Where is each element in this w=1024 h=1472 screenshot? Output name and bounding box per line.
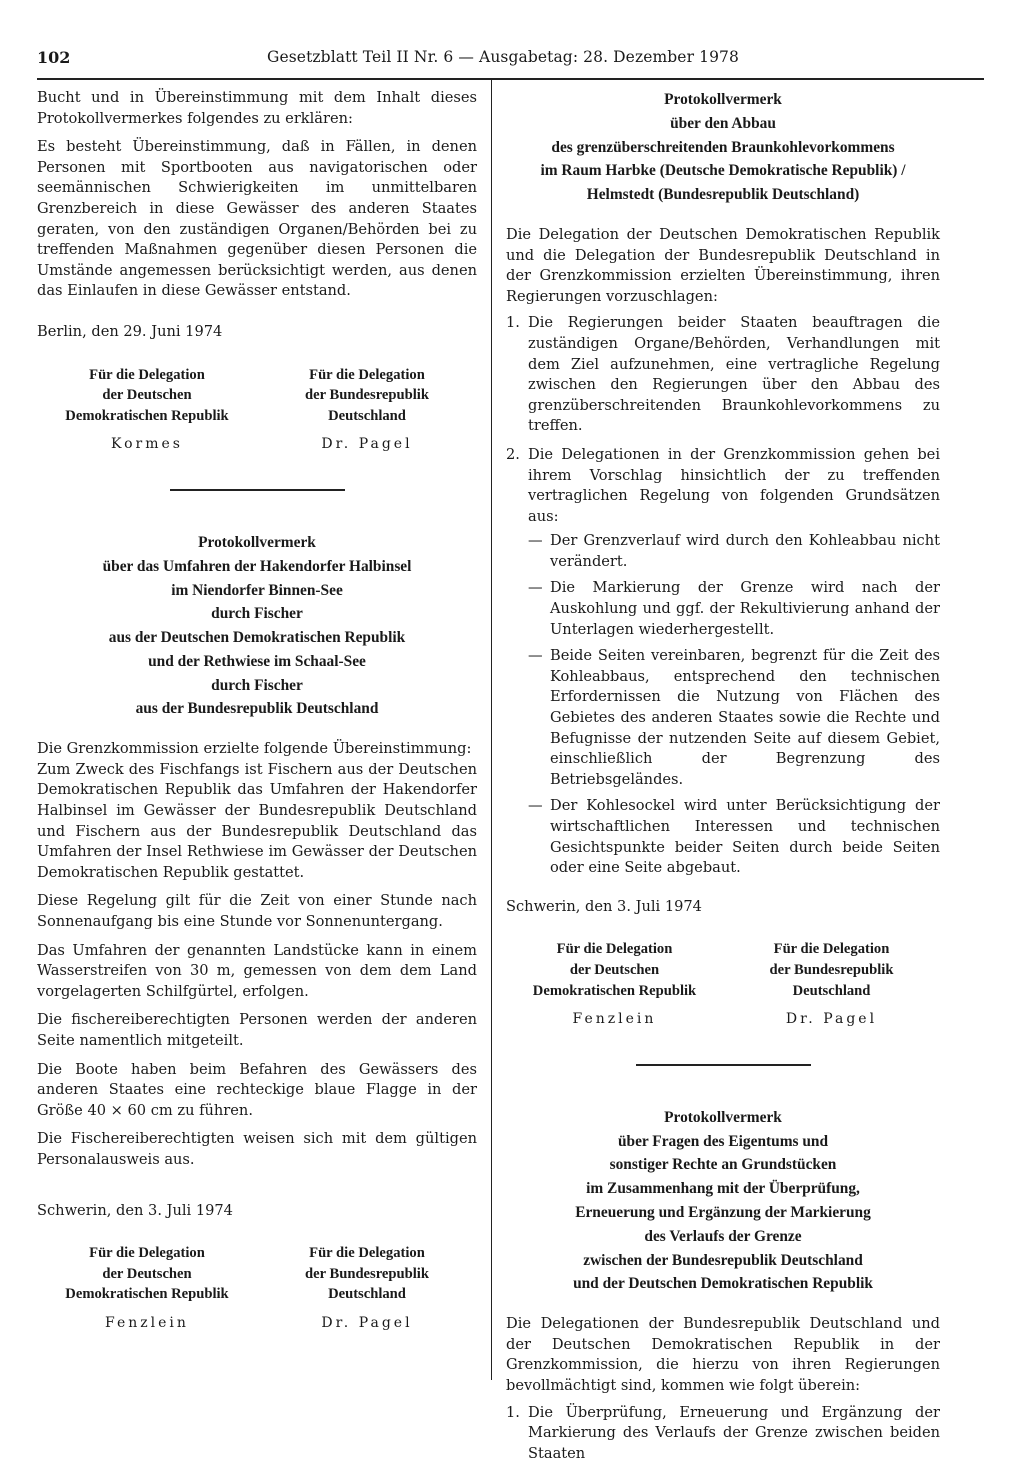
- numbered-list: [506, 1403, 940, 1465]
- paragraph: Die Boote haben beim Befahren des Gewässers des anderen Staates eine rechteckige blaue Flagge in der Größe 40 × 60 cm zu führen.: [37, 1060, 477, 1119]
- paragraph: Zum Zweck des Fischfangs ist Fischern aus der Deutschen Demokratischen Republik das Umfahren der Hakendorfer Halbinsel im Gewässer der Bundesrepublik Deutschland und Fischern aus der Bundesrepublik Deutschland das Umfahren der Insel Rethwiese im Gewässer der Deutschen Demokratischen Republik gestattet.: [37, 760, 477, 881]
- sig-line: Für die Delegation: [309, 1245, 425, 1262]
- dash-item: — Beide Seiten vereinbaren, begrenzt für die Zeit des Kohleabbaus, entsprechend den technischen Erfordernissen die Nutzung von Flächen des Gebietes des anderen Staates sowie die Rechte und Befugnisse der nutzenden Seite auf diesem Gebiet, einschließlich der Begrenzung des Betriebsgeländes.: [528, 646, 940, 790]
- sig-line: der Deutschen: [102, 1265, 192, 1282]
- title-line: des Verlaufs der Grenze: [644, 1227, 802, 1245]
- title-line: und der Deutschen Demokratischen Republik: [573, 1275, 873, 1293]
- signatory-name: Fenzlein: [572, 1011, 657, 1028]
- sig-line: Für die Delegation: [89, 366, 205, 383]
- left-column: [37, 88, 477, 1334]
- title-line: im Niendorfer Binnen-See: [171, 581, 343, 599]
- title-line: durch Fischer: [211, 605, 303, 623]
- sig-line: Für die Delegation: [556, 941, 673, 958]
- right-column: [506, 88, 940, 1472]
- column-divider: [491, 80, 492, 1380]
- page-header: [37, 48, 984, 72]
- paragraph: Die Delegationen der Bundesrepublik Deutschland und der Deutschen Demokratischen Republik in der Grenzkommission, die hierzu von ihren Regierungen bevollmächtigt sind, kommen wie folgt überein:: [506, 1315, 940, 1394]
- sig-line: der Bundesrepublik: [305, 387, 429, 404]
- signature-right: [257, 1243, 477, 1333]
- title-line: über das Umfahren der Hakendorfer Halbinsel: [102, 557, 412, 575]
- dash-item: — Der Grenzverlauf wird durch den Kohleabbau nicht verändert.: [528, 531, 940, 572]
- title-line: Protokollvermerk: [664, 91, 782, 108]
- numbered-list: [506, 313, 940, 878]
- signatory-name: Fenzlein: [105, 1314, 189, 1331]
- signature-block-2: [37, 1243, 477, 1333]
- page-number: 102: [37, 48, 71, 67]
- section-title: [506, 88, 940, 207]
- sig-line: der Deutschen: [102, 387, 192, 404]
- signature-block-1: [37, 365, 477, 455]
- list-item: [506, 313, 940, 437]
- paragraph: Diese Regelung gilt für die Zeit von einer Stunde nach Sonnenaufgang bis eine Stunde vor Sonnenuntergang.: [37, 892, 477, 931]
- title-line: des grenzüberschreitenden Braunkohlevorkommens: [551, 138, 895, 156]
- item-number: 1.: [506, 1403, 520, 1421]
- title-line: Protokollvermerk: [664, 1108, 782, 1126]
- paragraph: Das Umfahren der genannten Landstücke kann in einem Wasserstreifen von 30 m, gemessen von dem dem Land vorgelagerten Schilfgürtel, erfolgen.: [37, 941, 477, 1000]
- signatory-name: Dr. Pagel: [321, 436, 413, 453]
- right-place1: Schwerin, den 3. Juli 1974: [506, 897, 702, 915]
- sig-line: Demokratischen Republik: [65, 1286, 229, 1303]
- paragraph: Die fischereiberechtigten Personen werden der anderen Seite namentlich mitgeteilt.: [37, 1011, 477, 1049]
- title-line: über den Abbau: [670, 114, 776, 132]
- paragraph: Die Delegation der Deutschen Demokratischen Republik und die Delegation der Bundesrepublik Deutschland in der Grenzkommission erzielten Übereinstimmung, ihren Regierungen vorzuschlagen:: [506, 225, 940, 305]
- section-title: [506, 1106, 940, 1296]
- list-item: [506, 1403, 940, 1465]
- section-title: [37, 531, 477, 721]
- title-line: aus der Deutschen Demokratischen Republik: [108, 629, 406, 647]
- list-item: [506, 445, 940, 879]
- title-line: Helmstedt (Bundesrepublik Deutschland): [586, 186, 860, 204]
- sig-line: Demokratischen Republik: [65, 407, 229, 424]
- sig-line: Für die Delegation: [89, 1245, 205, 1262]
- item-text: Die Überprüfung, Erneuerung und Ergänzung der Markierung des Verlaufs der Grenze zwischen beiden Staaten: [528, 1403, 940, 1462]
- sig-line: Deutschland: [328, 1286, 406, 1303]
- item-number: 1.: [506, 314, 520, 332]
- dash-list: [528, 531, 940, 879]
- signature-right: [257, 365, 477, 455]
- signature-left: [37, 1243, 257, 1333]
- signature-block-3: [506, 939, 940, 1029]
- title-line: durch Fischer: [211, 676, 303, 694]
- title-line: Erneuerung und Ergänzung der Markierung: [575, 1203, 871, 1221]
- left-intro: Bucht und in Übereinstimmung mit dem Inhalt dieses Protokollvermerkes folgendes zu erklären:: [37, 89, 477, 127]
- left-para1: Es besteht Übereinstimmung, daß in Fällen, in denen Personen mit Sportbooten aus navigatorischen oder seemännischen Schwierigkeiten im unmittelbaren Grenzbereich in diese Gewässer des anderen Staates geraten, von den zuständigen Organen/Behörden bei zu treffenden Maßnahmen gegenüber diesen Personen die Umstände angemessen berücksichtigt werden, aus denen das Einlaufen in diese Gewässer entstand.: [37, 138, 477, 300]
- item-text: Die Delegationen in der Grenzkommission gehen bei ihrem Vorschlag hinsichtlich der zu treffenden vertraglichen Regelung von folgenden Grundsätzen aus:: [528, 445, 940, 525]
- signature-left: [37, 365, 257, 455]
- sig-line: Demokratischen Republik: [532, 982, 697, 999]
- title-line: im Zusammenhang mit der Überprüfung,: [586, 1180, 860, 1198]
- signature-right: [723, 939, 940, 1029]
- sig-line: der Bundesrepublik: [769, 961, 894, 978]
- signatory-name: Dr. Pagel: [785, 1011, 878, 1028]
- dash-item: — Die Markierung der Grenze wird nach der Auskohlung und ggf. der Rekultivierung anhand der Unterlagen wiederhergestellt.: [528, 578, 940, 640]
- sig-line: der Bundesrepublik: [305, 1265, 429, 1282]
- title-line: Protokollvermerk: [198, 533, 316, 551]
- sig-line: Deutschland: [328, 407, 406, 424]
- dash-item: — Der Kohlesockel wird unter Berücksichtigung der wirtschaftlichen Interessen und technischen Gesichtspunkte beider Seiten durch beide Seiten oder eine Seite abgebaut.: [528, 796, 940, 878]
- running-title: Gesetzblatt Teil II Nr. 6 — Ausgabetag: 28. Dezember 1978: [267, 48, 739, 66]
- paragraph: Die Fischereiberechtigten weisen sich mit dem gültigen Personalausweis aus.: [37, 1130, 477, 1168]
- paragraph: Die Grenzkommission erzielte folgende Übereinstimmung:: [37, 740, 472, 758]
- left-place2: Schwerin, den 3. Juli 1974: [37, 1201, 233, 1219]
- item-text: Die Regierungen beider Staaten beauftragen die zuständigen Organe/Behörden, Verhandlungen mit dem Ziel aufzunehmen, eine vertragliche Regelung zwischen den Regierungen über den Abbau des grenzüberschreitenden Braunkohlevorkommens zu treffen.: [528, 314, 940, 435]
- title-line: sonstiger Rechte an Grundstücken: [609, 1156, 837, 1174]
- signatory-name: Dr. Pagel: [321, 1314, 413, 1331]
- sig-line: Für die Delegation: [773, 941, 890, 958]
- signature-left: [506, 939, 723, 1029]
- title-line: über Fragen des Eigentums und: [617, 1132, 829, 1150]
- title-line: im Raum Harbke (Deutsche Demokratische Republik) /: [540, 162, 906, 180]
- title-line: und der Rethwiese im Schaal-See: [148, 652, 366, 670]
- title-line: aus der Bundesrepublik Deutschland: [135, 700, 379, 718]
- item-number: 2.: [506, 445, 520, 463]
- section-separator: [636, 1064, 811, 1066]
- title-line: zwischen der Bundesrepublik Deutschland: [583, 1251, 863, 1269]
- sig-line: der Deutschen: [569, 961, 660, 978]
- header-rule: [37, 78, 984, 80]
- sig-line: Für die Delegation: [309, 366, 425, 383]
- sig-line: Deutschland: [792, 982, 871, 999]
- left-place1: Berlin, den 29. Juni 1974: [37, 322, 223, 340]
- section-separator: [170, 489, 345, 491]
- signatory-name: Kormes: [111, 436, 183, 453]
